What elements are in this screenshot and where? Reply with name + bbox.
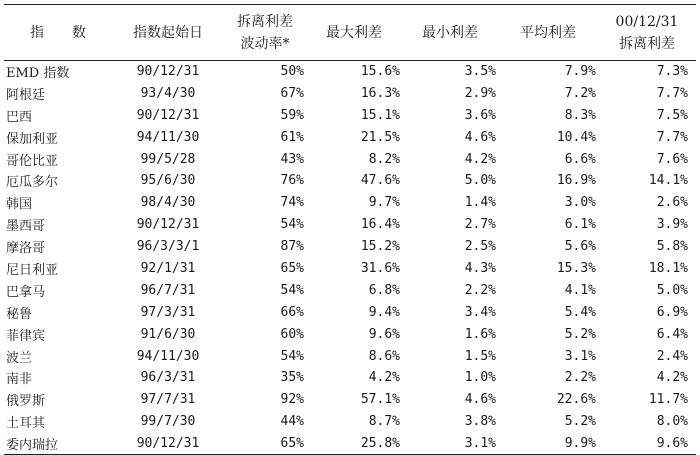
cell-last-spread: 7.7% [656,85,688,101]
header-min-spread: 最小利差 [402,5,498,61]
cell-start-date: 93/4/30 [140,85,196,101]
cell-last-spread: 7.7% [656,129,688,145]
cell-volatility: 59% [280,107,304,123]
cell-last-spread: 18.1% [648,260,688,276]
spread-statistics-table [4,4,696,455]
cell-avg-spread: 5.2% [564,414,596,430]
cell-min-spread: 2.9% [464,85,496,101]
cell-country: 哥伦比亚 [6,153,59,169]
header-volatility-line2: 波动率* [240,35,290,52]
cell-country: 尼日利亚 [6,262,59,278]
cell-max-spread: 8.7% [368,414,400,430]
cell-volatility: 87% [280,239,304,255]
cell-volatility: 66% [280,304,304,320]
cell-max-spread: 8.6% [368,348,400,364]
cell-country: 南非 [6,372,33,388]
cell-start-date: 91/6/30 [140,326,196,342]
header-volatility [224,5,306,61]
cell-volatility: 61% [280,129,304,145]
cell-last-spread: 7.5% [656,107,688,123]
table-row [4,82,696,104]
header-country: 指 数 [4,5,112,61]
cell-country: 墨西哥 [6,219,46,235]
cell-min-spread: 4.3% [464,260,496,276]
cell-start-date: 99/7/30 [140,414,196,430]
cell-start-date: 92/1/31 [140,260,196,276]
cell-country: 摩洛哥 [6,241,46,257]
cell-min-spread: 2.7% [464,217,496,233]
table-row [4,258,696,280]
cell-avg-spread: 22.6% [556,392,596,408]
header-volatility-line1: 拆离利差 [237,13,293,30]
cell-volatility: 50% [280,64,304,80]
cell-last-spread: 9.6% [598,433,696,455]
cell-last-spread: 7.3% [656,64,688,80]
cell-min-spread: 1.6% [464,326,496,342]
cell-start-date: 90/12/31 [112,433,224,455]
cell-start-date: 96/3/3/1 [136,239,200,255]
cell-country: 俄罗斯 [6,394,46,410]
cell-max-spread: 25.8% [306,433,402,455]
table-row [4,104,696,126]
cell-volatility: 54% [280,282,304,298]
cell-country: 土耳其 [6,416,46,432]
cell-last-spread: 5.0% [656,282,688,298]
cell-start-date: 95/6/30 [140,173,196,189]
table-header [4,5,696,61]
cell-avg-spread: 6.6% [564,151,596,167]
cell-last-spread: 8.0% [656,414,688,430]
cell-min-spread: 1.5% [464,348,496,364]
header-start-date: 指数起始日 [112,5,224,61]
cell-start-date: 94/11/30 [136,348,200,364]
cell-min-spread: 4.6% [464,392,496,408]
header-avg-spread: 平均利差 [498,5,598,61]
cell-last-spread: 14.1% [648,173,688,189]
cell-country: 厄瓜多尔 [6,175,59,191]
table-row [4,389,696,411]
cell-min-spread: 2.2% [464,282,496,298]
table-body [4,61,696,455]
cell-max-spread: 9.6% [368,326,400,342]
cell-country: 阿根廷 [6,87,46,103]
cell-country: 巴拿马 [6,284,46,300]
cell-avg-spread: 6.1% [564,217,596,233]
cell-avg-spread: 10.4% [556,129,596,145]
cell-volatility: 65% [280,260,304,276]
cell-last-spread: 5.8% [656,239,688,255]
cell-max-spread: 31.6% [360,260,400,276]
cell-avg-spread: 16.9% [556,173,596,189]
header-max-spread: 最大利差 [306,5,402,61]
cell-avg-spread: 2.2% [564,370,596,386]
cell-min-spread: 3.1% [402,433,498,455]
cell-volatility: 43% [280,151,304,167]
table-row [4,301,696,323]
cell-avg-spread: 8.3% [564,107,596,123]
cell-min-spread: 3.8% [464,414,496,430]
cell-volatility: 74% [280,195,304,211]
cell-last-spread: 11.7% [648,392,688,408]
table-row [4,236,696,258]
cell-volatility: 65% [224,433,306,455]
cell-volatility: 67% [280,85,304,101]
cell-max-spread: 57.1% [360,392,400,408]
table-row [4,61,696,83]
cell-volatility: 54% [280,348,304,364]
cell-country: 秘鲁 [6,306,33,322]
cell-country: 保加利亚 [6,131,59,147]
cell-avg-spread: 15.3% [556,260,596,276]
cell-start-date: 96/7/31 [140,282,196,298]
cell-max-spread: 4.2% [368,370,400,386]
cell-avg-spread: 7.2% [564,85,596,101]
cell-volatility: 76% [280,173,304,189]
cell-start-date: 99/5/28 [140,151,196,167]
table-row [4,126,696,148]
cell-start-date: 97/3/31 [140,304,196,320]
cell-max-spread: 21.5% [360,129,400,145]
header-row [4,5,696,61]
cell-start-date: 98/4/30 [140,195,196,211]
cell-start-date: 90/12/31 [136,64,200,80]
cell-last-spread: 3.9% [656,217,688,233]
cell-country: EMD 指数 [6,66,70,82]
cell-start-date: 97/7/31 [140,392,196,408]
table-row [4,192,696,214]
cell-last-spread: 6.9% [656,304,688,320]
cell-min-spread: 5.0% [464,173,496,189]
cell-country: 波兰 [6,350,33,366]
cell-volatility: 35% [280,370,304,386]
cell-last-spread: 4.2% [656,370,688,386]
table-row [4,411,696,433]
cell-country: 巴西 [6,109,33,125]
cell-max-spread: 8.2% [368,151,400,167]
cell-avg-spread: 3.1% [564,348,596,364]
cell-avg-spread: 7.9% [564,64,596,80]
cell-start-date: 90/12/31 [136,217,200,233]
table-row [4,279,696,301]
cell-volatility: 44% [280,414,304,430]
cell-min-spread: 4.6% [464,129,496,145]
cell-volatility: 92% [280,392,304,408]
cell-last-spread: 2.4% [656,348,688,364]
cell-min-spread: 3.5% [464,64,496,80]
cell-max-spread: 16.4% [360,217,400,233]
cell-max-spread: 9.4% [368,304,400,320]
table-row [4,345,696,367]
cell-avg-spread: 5.6% [564,239,596,255]
cell-min-spread: 4.2% [464,151,496,167]
header-last-spread [598,5,696,61]
header-last-line2: 拆离利差 [619,35,675,52]
table-row [4,214,696,236]
cell-avg-spread: 5.4% [564,304,596,320]
table-row [4,170,696,192]
cell-start-date: 96/3/31 [140,370,196,386]
cell-avg-spread: 3.0% [564,195,596,211]
table-row [4,433,696,455]
cell-avg-spread: 4.1% [564,282,596,298]
cell-last-spread: 2.6% [656,195,688,211]
cell-min-spread: 1.4% [464,195,496,211]
cell-max-spread: 6.8% [368,282,400,298]
cell-avg-spread: 5.2% [564,326,596,342]
cell-volatility: 60% [280,326,304,342]
cell-avg-spread: 9.9% [498,433,598,455]
cell-min-spread: 1.0% [464,370,496,386]
cell-min-spread: 3.6% [464,107,496,123]
cell-max-spread: 15.6% [360,64,400,80]
table-row [4,367,696,389]
cell-max-spread: 47.6% [360,173,400,189]
cell-max-spread: 15.1% [360,107,400,123]
cell-country: 委内瑞拉 [4,433,112,455]
cell-min-spread: 2.5% [464,239,496,255]
cell-max-spread: 16.3% [360,85,400,101]
cell-min-spread: 3.4% [464,304,496,320]
table-row [4,148,696,170]
cell-country: 菲律宾 [6,328,46,344]
cell-last-spread: 6.4% [656,326,688,342]
cell-start-date: 90/12/31 [136,107,200,123]
cell-volatility: 54% [280,217,304,233]
table-row [4,323,696,345]
cell-country: 韩国 [6,197,33,213]
header-last-line1: 00/12/31 [615,13,679,30]
cell-last-spread: 7.6% [656,151,688,167]
cell-max-spread: 15.2% [360,239,400,255]
cell-start-date: 94/11/30 [136,129,200,145]
cell-max-spread: 9.7% [368,195,400,211]
